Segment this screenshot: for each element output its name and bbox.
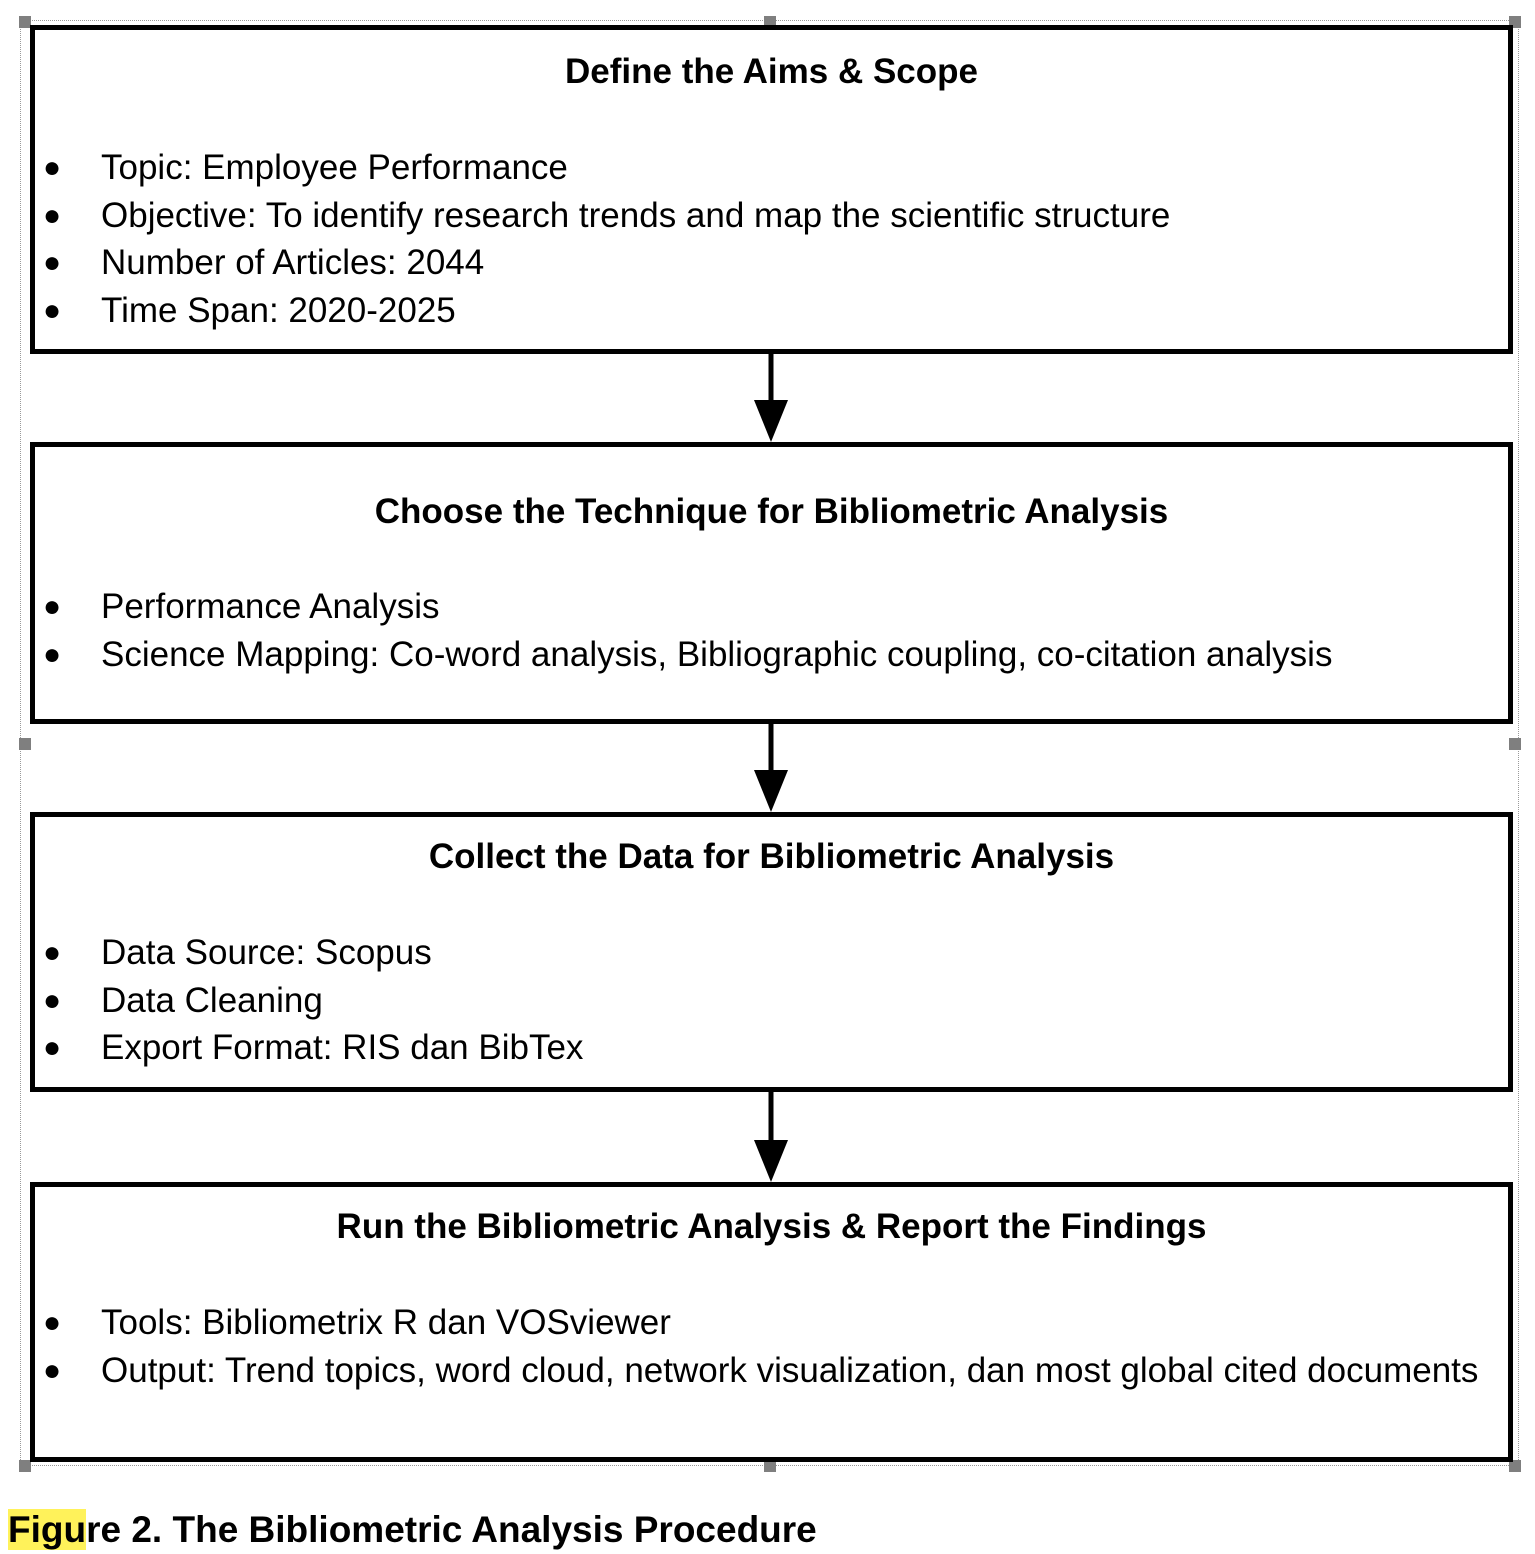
list-item: ● Export Format: RIS dan BibTex bbox=[35, 1024, 1508, 1072]
list-item: ● Tools: Bibliometrix R dan VOSviewer bbox=[35, 1299, 1508, 1347]
step-title: Choose the Technique for Bibliometric Analysis bbox=[374, 492, 1169, 531]
bullet-icon: ● bbox=[43, 1353, 62, 1387]
step-bullet-list bbox=[35, 583, 1508, 678]
step-box-choose-technique bbox=[30, 442, 1513, 724]
step-title: Run the Bibliometric Analysis & Report the Findings bbox=[336, 1207, 1207, 1246]
step-box-run-analysis bbox=[30, 1182, 1513, 1462]
list-item: ● Topic: Employee Performance bbox=[35, 144, 1508, 192]
step-bullet-list bbox=[35, 929, 1508, 1072]
list-item: ● Time Span: 2020-2025 bbox=[35, 287, 1508, 335]
bullet-icon: ● bbox=[43, 590, 62, 623]
caption-highlight: Figu bbox=[8, 1509, 87, 1550]
bullet-icon: ● bbox=[43, 246, 62, 279]
list-item: ● Performance Analysis bbox=[35, 583, 1508, 631]
bullet-icon: ● bbox=[43, 983, 62, 1017]
bullet-icon: ● bbox=[43, 1031, 62, 1064]
resize-handle-middle-left[interactable] bbox=[19, 738, 31, 750]
list-item: ● Number of Articles: 2044 bbox=[35, 239, 1508, 287]
bullet-icon: ● bbox=[43, 151, 62, 184]
resize-handle-middle-right[interactable] bbox=[1509, 738, 1521, 750]
step-bullet-list bbox=[35, 144, 1508, 334]
list-item: ● Science Mapping: Co-word analysis, Bibliographic coupling, co-citation analysis bbox=[35, 631, 1508, 679]
step-box-define-aims bbox=[30, 25, 1513, 354]
step-title: Collect the Data for Bibliometric Analysis bbox=[428, 837, 1115, 876]
bullet-icon: ● bbox=[43, 1306, 62, 1339]
bullet-icon: ● bbox=[43, 198, 62, 232]
arrow-down-icon bbox=[752, 354, 790, 442]
step-title: Define the Aims & Scope bbox=[565, 52, 978, 91]
bullet-icon: ● bbox=[43, 936, 62, 969]
step-bullet-list bbox=[35, 1299, 1508, 1394]
list-item: ● Output: Trend topics, word cloud, network visualization, dan most global cited documents bbox=[35, 1347, 1508, 1395]
list-item: ● Objective: To identify research trends and map the scientific structure bbox=[35, 192, 1508, 240]
bullet-icon: ● bbox=[43, 293, 62, 327]
bullet-icon: ● bbox=[43, 637, 62, 671]
list-item: ● Data Cleaning bbox=[35, 977, 1508, 1025]
arrow-down-icon bbox=[752, 724, 790, 812]
list-item: ● Data Source: Scopus bbox=[35, 929, 1508, 977]
figure-caption bbox=[8, 1506, 817, 1554]
caption-text: re 2. The Bibliometric Analysis Procedure bbox=[86, 1509, 817, 1550]
arrow-down-icon bbox=[752, 1092, 790, 1182]
step-box-collect-data bbox=[30, 812, 1513, 1092]
